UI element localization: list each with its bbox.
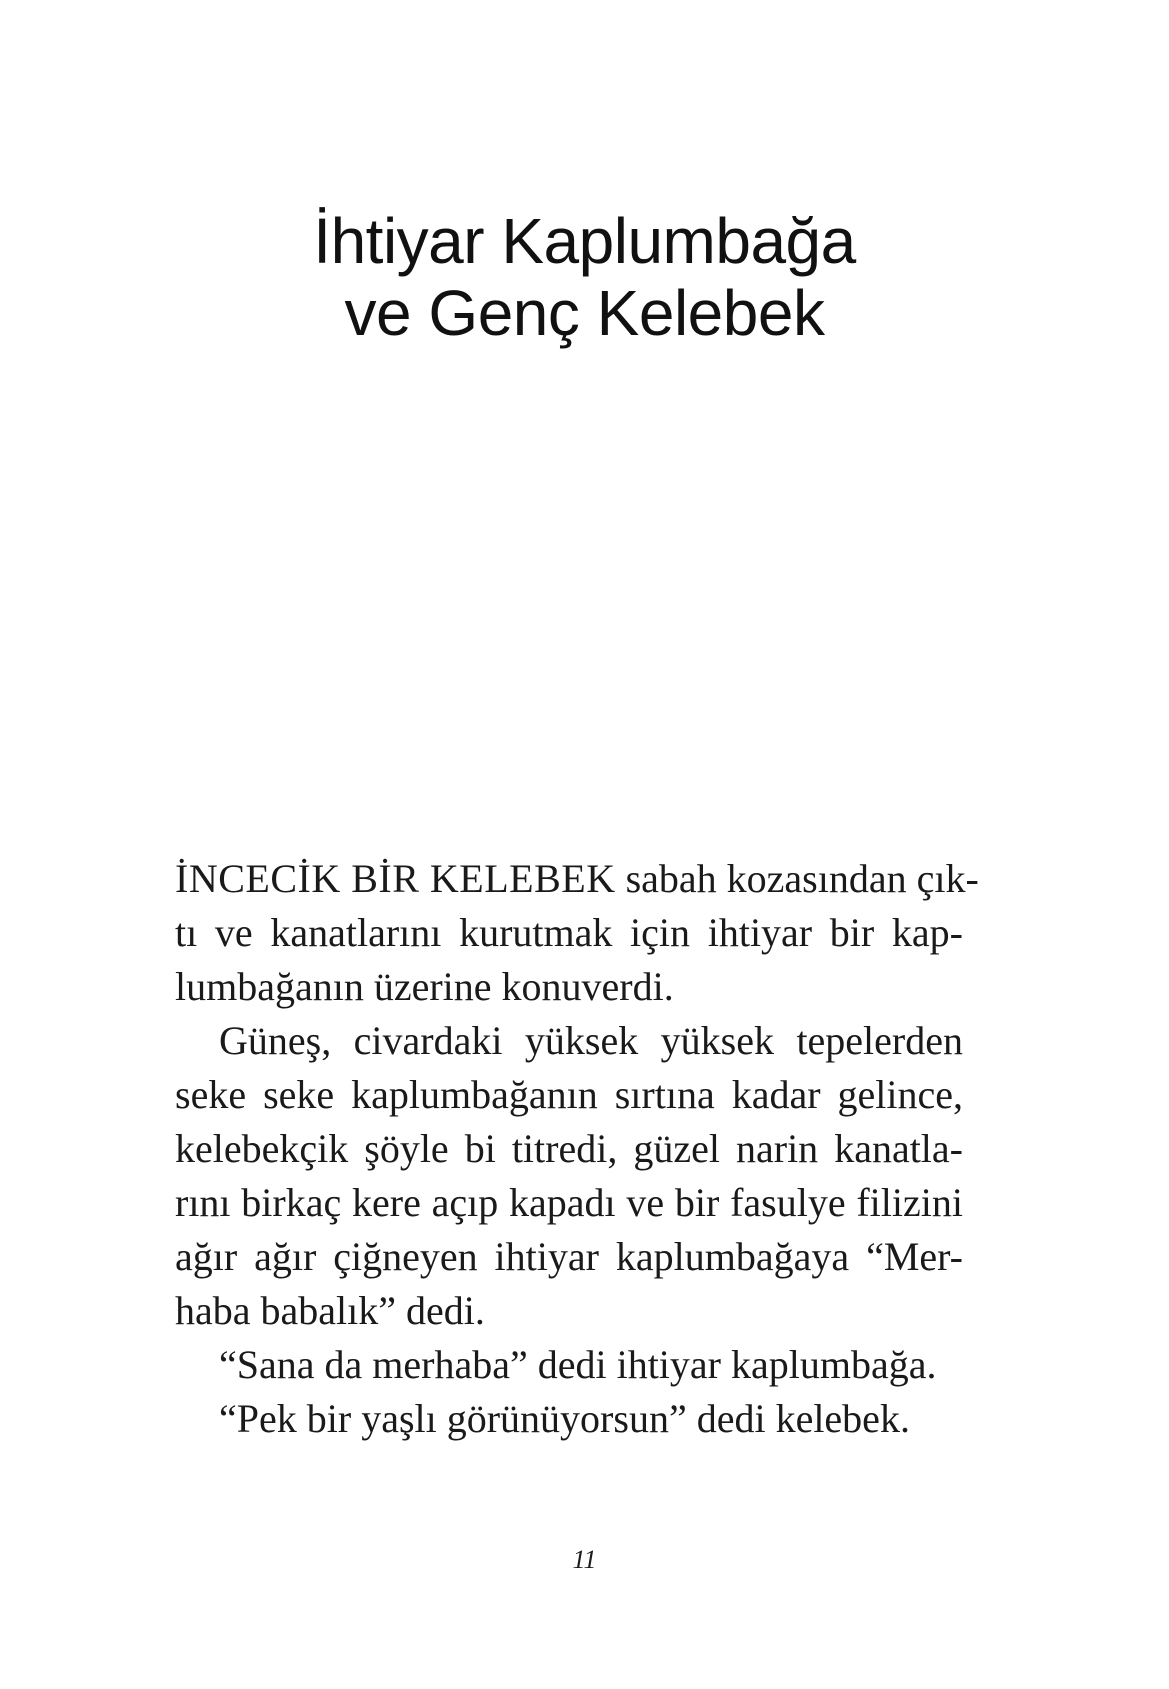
- paragraph-1-line-2: tı ve kanatlarını kurutmak için ihtiyar bir kap-: [175, 910, 963, 955]
- paragraph-3-line-1: “Sana da merhaba” dedi ihtiyar kaplumbağa.: [219, 1342, 937, 1387]
- paragraph-2-line-6: haba babalık” dedi.: [175, 1288, 485, 1333]
- paragraph-2-line-2: seke seke kaplumbağanın sırtına kadar gelince,: [175, 1072, 963, 1117]
- chapter-body: [175, 852, 979, 1446]
- paragraph-1: [175, 852, 979, 1014]
- paragraph-1-line-1: [175, 852, 979, 906]
- paragraph-4-line-1: “Pek bir yaşlı görünüyorsun” dedi kelebek.: [219, 1396, 910, 1441]
- paragraph-3: [175, 1338, 963, 1392]
- chapter-title-line-2: ve Genç Kelebek: [344, 277, 825, 349]
- paragraph-2: [175, 1014, 963, 1338]
- page-number: 11: [572, 1545, 597, 1574]
- paragraph-2-line-1: Güneş, civardaki yüksek yüksek tepelerden: [219, 1018, 963, 1063]
- paragraph-1-line-3: lumbağanın üzerine konuverdi.: [175, 964, 674, 1009]
- paragraph-4: [175, 1392, 963, 1446]
- paragraph-2-line-3: kelebekçik şöyle bi titredi, güzel narin kanatla-: [175, 1126, 963, 1171]
- chapter-title-line-1: İhtiyar Kaplumbağa: [313, 205, 856, 277]
- opening-words: İNCECİK BİR KELEBEK: [175, 856, 616, 901]
- chapter-title: [0, 205, 1169, 349]
- paragraph-1-line-1-rest: sabah kozasından çık-: [615, 856, 979, 901]
- paragraph-2-line-5: ağır ağır çiğneyen ihtiyar kaplumbağaya “Mer-: [175, 1234, 963, 1279]
- paragraph-2-line-4: rını birkaç kere açıp kapadı ve bir fasulye filizini: [175, 1180, 963, 1225]
